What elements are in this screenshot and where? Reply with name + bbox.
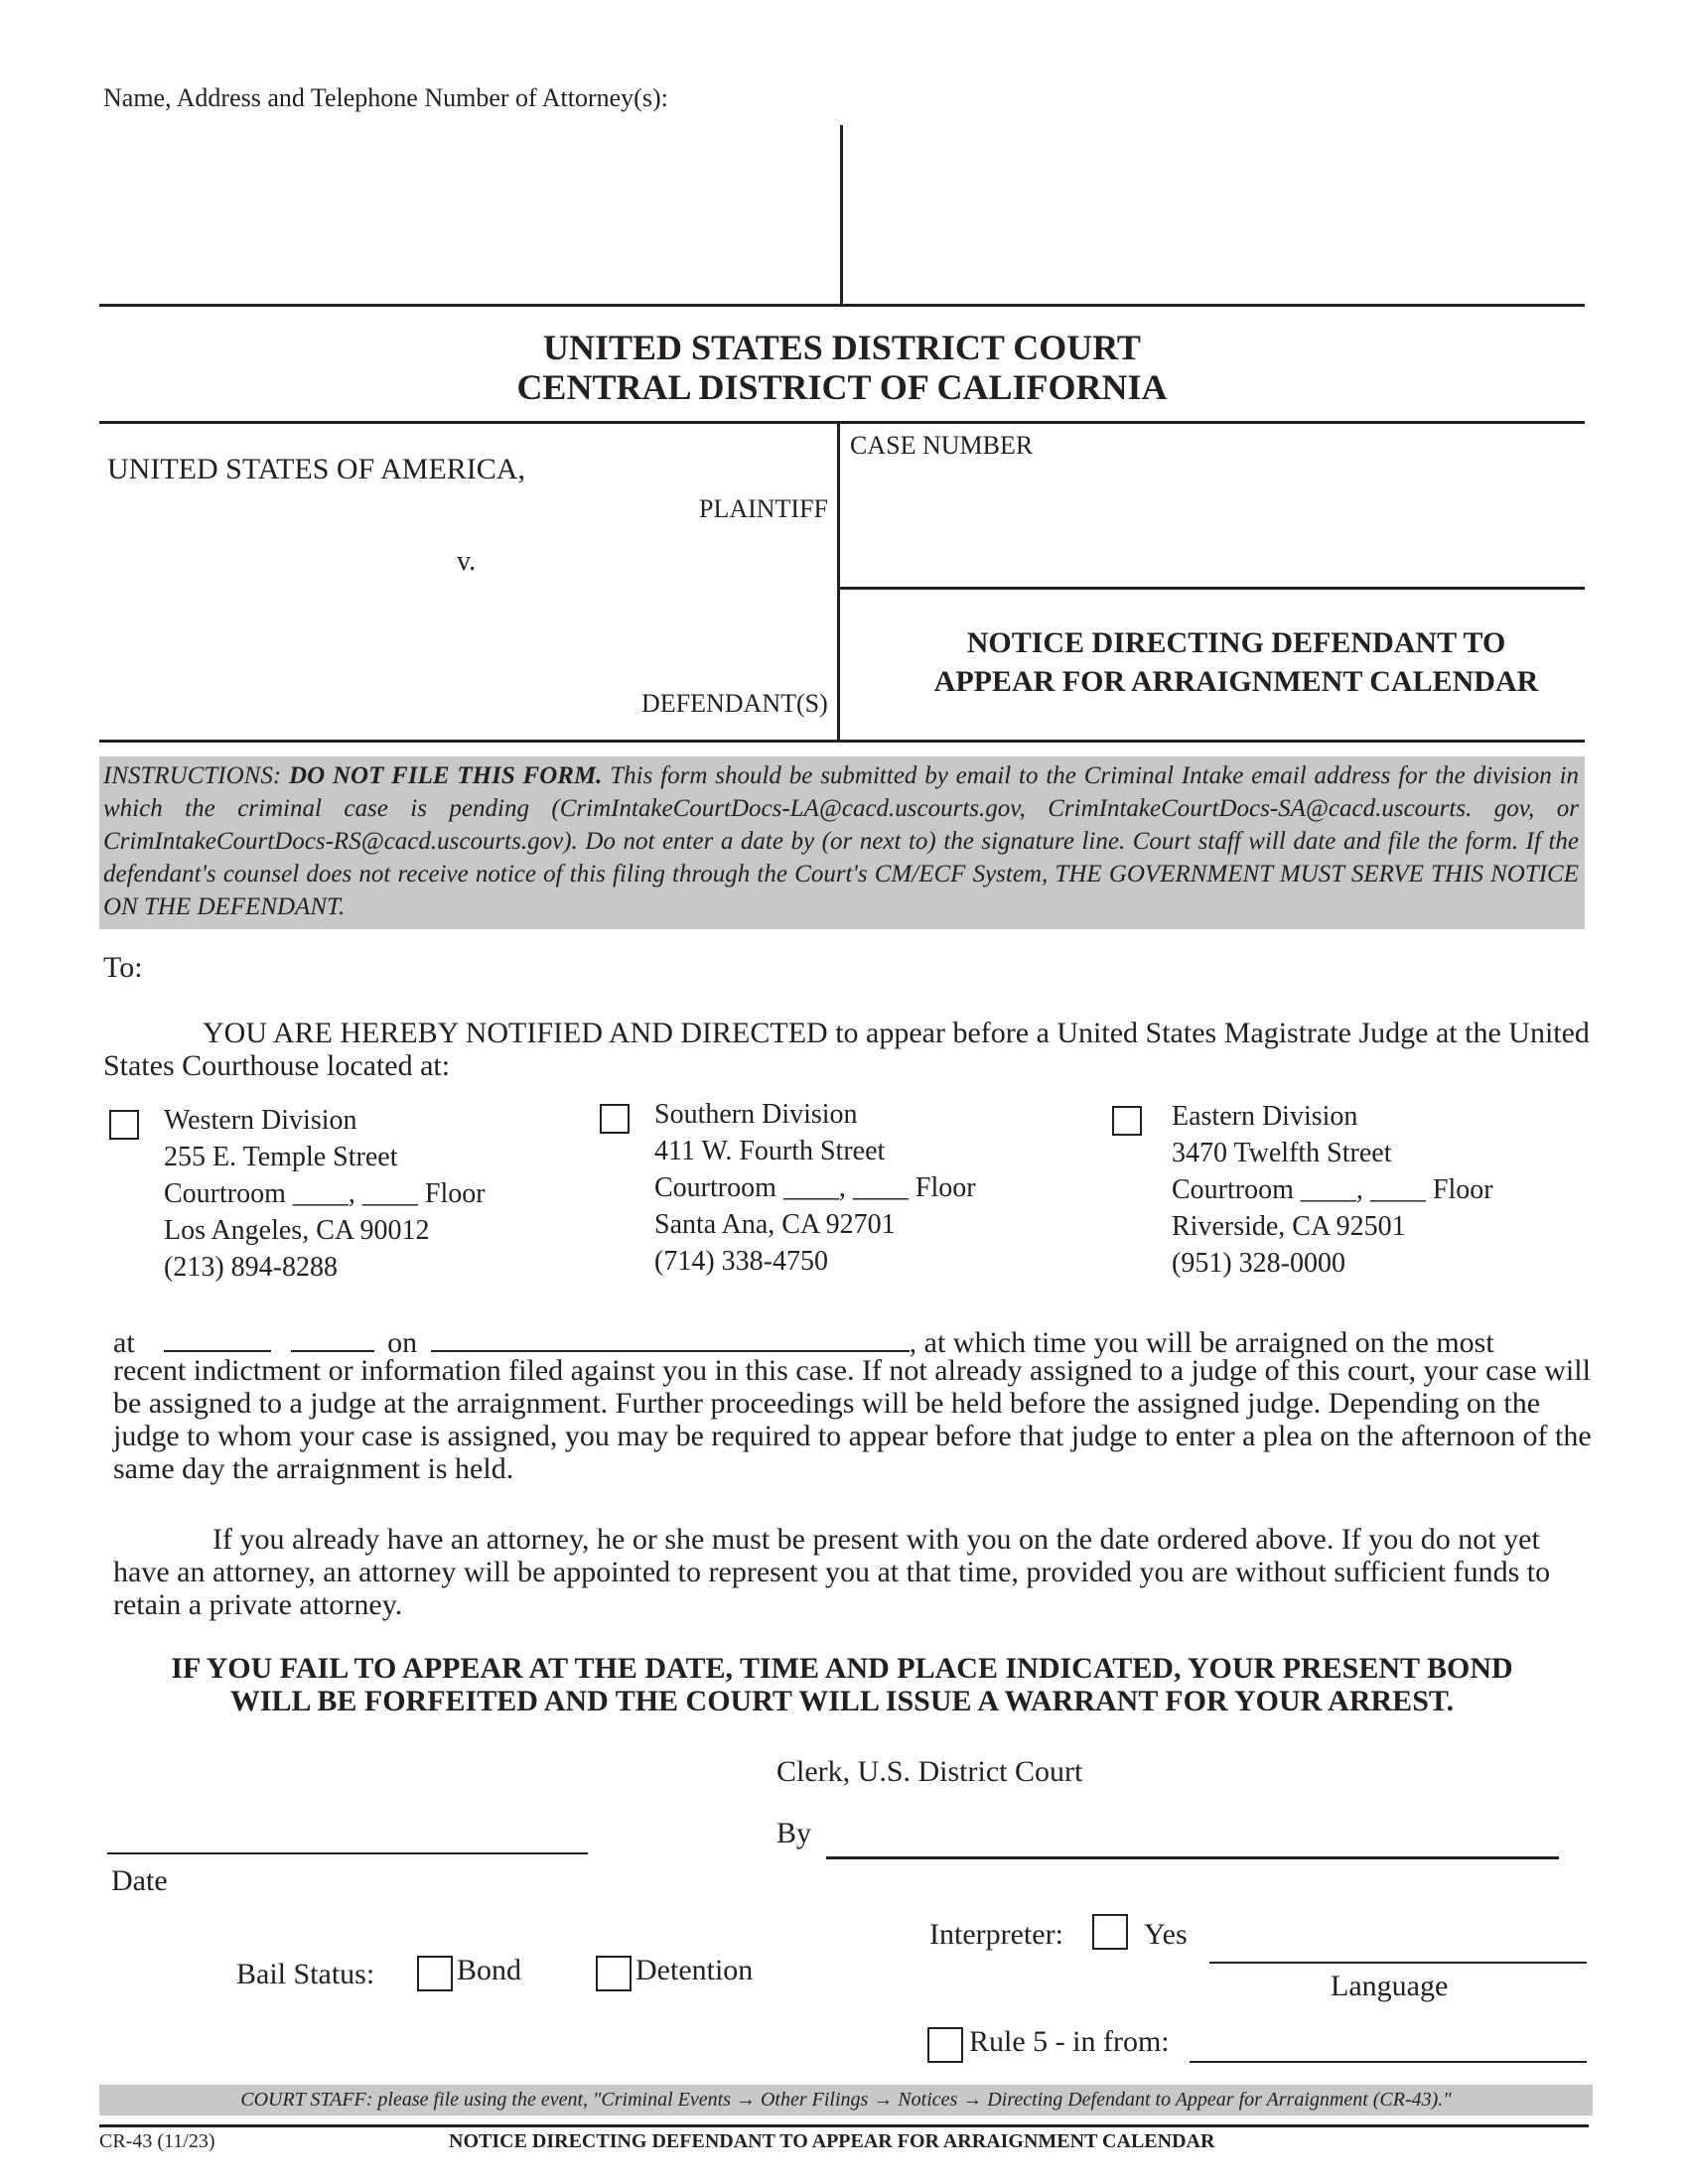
bond-checkbox[interactable] [417, 1956, 453, 1991]
eastern-division-street: 3470 Twelfth Street [1172, 1138, 1392, 1168]
western-division-street: 255 E. Temple Street [164, 1142, 398, 1172]
am-pm-field[interactable] [291, 1322, 374, 1352]
language-line[interactable] [1209, 1962, 1587, 1964]
footer-rule [99, 2124, 1589, 2127]
southern-division-checkbox[interactable] [600, 1104, 630, 1134]
signature-line[interactable] [826, 1856, 1559, 1859]
rule5-checkbox[interactable] [927, 2027, 963, 2063]
eastern-division-checkbox[interactable] [1112, 1106, 1142, 1136]
footer-title: NOTICE DIRECTING DEFENDANT TO APPEAR FOR ARRAIGNMENT CALENDAR [449, 2130, 1215, 2152]
bail-status-label: Bail Status: [236, 1958, 375, 1990]
case-number-field[interactable] [844, 462, 1579, 585]
date-line[interactable] [107, 1852, 588, 1854]
attorney-divider [840, 125, 843, 306]
eastern-division-city: Riverside, CA 92501 [1172, 1211, 1406, 1242]
interpreter-label: Interpreter: [929, 1918, 1063, 1951]
on-label: on [387, 1326, 418, 1359]
rule5-line[interactable] [1190, 2061, 1587, 2063]
to-label: To: [103, 951, 143, 984]
interpreter-yes-label: Yes [1144, 1918, 1188, 1951]
southern-division-address [654, 1096, 976, 1280]
language-label: Language [1331, 1970, 1449, 2002]
western-division-courtroom: Courtroom ____, ____ Floor [164, 1178, 486, 1209]
notice-intro: YOU ARE HEREBY NOTIFIED AND DIRECTED to appear before a United States Magistrate Judge at the United States Courthouse located at: [103, 1017, 1590, 1082]
clerk-label: Clerk, U.S. District Court [776, 1755, 1083, 1788]
caption-bottom-rule [99, 740, 1585, 743]
court-heading [99, 328, 1585, 407]
at-label: at [113, 1326, 135, 1359]
court-district: CENTRAL DISTRICT OF CALIFORNIA [516, 367, 1168, 407]
to-field[interactable] [149, 953, 745, 985]
instructions-do-not-file: DO NOT FILE THIS FORM. [289, 762, 603, 789]
date-label: Date [111, 1864, 168, 1897]
date-field[interactable] [431, 1322, 910, 1352]
form-title [844, 623, 1628, 701]
attorney-paragraph: If you already have an attorney, he or she must be present with you on the date ordered above. If you do not yet have an attorney, an attorney will be appointed to represent you at that time, provided you are without sufficient funds to retain a private attorney. [113, 1523, 1551, 1621]
by-label: By [776, 1817, 812, 1849]
southern-division-street: 411 W. Fourth Street [654, 1136, 886, 1166]
western-division-city: Los Angeles, CA 90012 [164, 1215, 430, 1246]
case-number-rule [840, 587, 1585, 590]
eastern-division-address [1172, 1098, 1493, 1282]
caption-top-rule [99, 421, 1585, 424]
failure-warning [99, 1652, 1585, 1717]
instructions-box [99, 756, 1585, 929]
versus-label: v. [457, 546, 477, 577]
southern-division-city: Santa Ana, CA 92701 [654, 1209, 896, 1240]
bond-label: Bond [457, 1954, 522, 1986]
western-division-address [164, 1102, 486, 1286]
eastern-division-courtroom: Courtroom ____, ____ Floor [1172, 1174, 1493, 1205]
caption-divider [837, 422, 840, 742]
time-field[interactable] [164, 1322, 271, 1352]
detention-label: Detention [635, 1954, 754, 1986]
form-title-line1: NOTICE DIRECTING DEFENDANT TO [966, 626, 1506, 659]
attorney-info-label: Name, Address and Telephone Number of Attorney(s): [103, 83, 668, 112]
western-division-checkbox[interactable] [109, 1110, 139, 1140]
plaintiff-label: PLAINTIFF [699, 494, 829, 523]
eastern-division-phone: (951) 328-0000 [1172, 1248, 1345, 1279]
failure-warning-line1: IF YOU FAIL TO APPEAR AT THE DATE, TIME AND PLACE INDICATED, YOUR PRESENT BOND [171, 1652, 1513, 1685]
court-name: UNITED STATES DISTRICT COURT [543, 328, 1141, 367]
western-division-phone: (213) 894-8288 [164, 1252, 338, 1283]
plaintiff-name: UNITED STATES OF AMERICA, [107, 453, 525, 485]
southern-division-courtroom: Courtroom ____, ____ Floor [654, 1172, 976, 1203]
arraignment-text-first: , at which time you will be arraigned on the most [909, 1326, 1494, 1359]
rule5-label: Rule 5 - in from: [969, 2025, 1170, 2058]
form-id: CR-43 (11/23) [99, 2130, 215, 2152]
southern-division-name: Southern Division [654, 1099, 858, 1130]
interpreter-yes-checkbox[interactable] [1092, 1914, 1128, 1950]
defendant-label: DEFENDANT(S) [641, 689, 828, 718]
eastern-division-name: Eastern Division [1172, 1101, 1358, 1132]
instructions-lead: INSTRUCTIONS: [103, 762, 282, 789]
instructions-body: This form should be submitted by email to the Criminal Intake email address for the division in which the criminal case is pending (CrimIntakeCourtDocs-LA@cacd.uscourts.gov, CrimIntakeCourtDocs-SA@cacd.uscourts. gov, or CrimIntakeCourtDocs-RS@cacd.uscourts.gov). Do not enter a date by (or next to) the signature line. Court staff will date and file the form. If the defendant's counsel does not receive notice of this filing through the Court's CM/ECF System, THE GOVERNMENT MUST SERVE THIS NOTICE ON THE DEFENDANT. [103, 762, 1580, 920]
western-division-name: Western Division [164, 1105, 357, 1136]
detention-checkbox[interactable] [596, 1956, 632, 1991]
southern-division-phone: (714) 338-4750 [654, 1246, 828, 1277]
form-title-line2: APPEAR FOR ARRAIGNMENT CALENDAR [933, 665, 1539, 698]
failure-warning-line2: WILL BE FORFEITED AND THE COURT WILL ISSUE A WARRANT FOR YOUR ARREST. [229, 1685, 1455, 1717]
arraignment-text-rest: recent indictment or information filed against you in this case. If not already assigned to a judge of this court, your case will be assigned to a judge at the arraignment. Further proceedings will be held before the assigned judge. Depending on the judge to whom your case is assigned, you may be required to appear before that judge to enter a plea on the afternoon of the same day the arraignment is held. [113, 1354, 1592, 1485]
case-number-label: CASE NUMBER [850, 431, 1034, 460]
court-staff-note: COURT STAFF: please file using the event, "Criminal Events → Other Filings → Notices → Directing Defendant to Appear for Arraignment (CR-43)." [99, 2085, 1593, 2116]
top-rule [99, 304, 1585, 307]
